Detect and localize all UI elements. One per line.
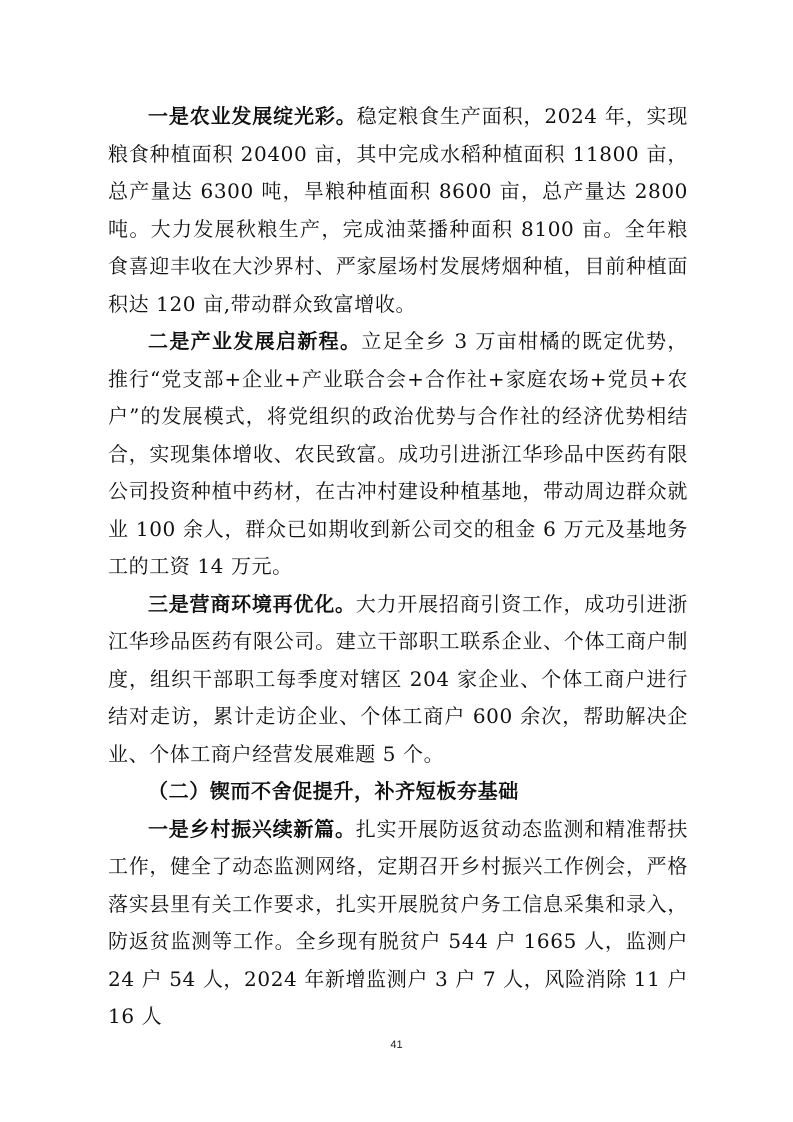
paragraph-business-environment [108,586,688,774]
paragraph-lead: 一是乡村振兴续新篇。 [148,816,356,841]
page-body [108,98,688,1036]
page-number: 41 [390,1039,403,1051]
paragraph-rural-revitalization [108,811,688,1036]
paragraph-lead: 三是营商环境再优化。 [148,591,356,616]
paragraph-industry [108,323,688,586]
paragraph-text: 扎实开展防返贫动态监测和精准帮扶工作，健全了动态监测网络，定期召开乡村振兴工作例会，严格落实县里有关工作要求，扎实开展脱贫户务工信息采集和录入，防返贫监测等工作。全乡现有脱贫户 544 户 1665 人，监测户 24 户 54 人，2024 年新增监测户 3 户 7 人，风险消除 11 户 16 人 [108,816,688,1028]
paragraph-text: 立足全乡 3 万亩柑橘的既定优势，推行“党支部+企业+产业联合会+合作社+家庭农场+党员+农户”的发展模式，将党组织的政治优势与合作社的经济优势相结合，实现集体增收、农民致富。成功引进浙江华珍品中医药有限公司投资种植中药材，在古冲村建设种植基地，带动周边群众就业 100 余人，群众已如期收到新公司交的租金 6 万元及基地务工的工资 14 万元。 [108,329,688,578]
section-heading: （二）锲而不舍促提升，补齐短板夯基础 [148,779,519,803]
paragraph-text: 大力开展招商引资工作，成功引进浙江华珍品医药有限公司。建立干部职工联系企业、个体工商户制度，组织干部职工每季度对辖区 204 家企业、个体工商户进行结对走访，累计走访企业、个体工商户 600 余次，帮助解决企业、个体工商户经营发展难题 5 个。 [108,591,688,766]
paragraph-agriculture [108,98,688,323]
paragraph-text: 稳定粮食生产面积，2024 年，实现粮食种植面积 20400 亩，其中完成水稻种植面积 11800 亩，总产量达 6300 吨，旱粮种植面积 8600 亩，总产量达 2800 吨。大力发展秋粮生产，完成油菜播种面积 8100 亩。全年粮食喜迎丰收在大沙界村、严家屋场村发展烤烟种植，目前种植面积达 120 亩,带动群众致富增收。 [108,104,689,316]
paragraph-lead: 一是农业发展绽光彩。 [148,104,357,128]
paragraph-lead: 二是产业发展启新程。 [148,329,362,353]
